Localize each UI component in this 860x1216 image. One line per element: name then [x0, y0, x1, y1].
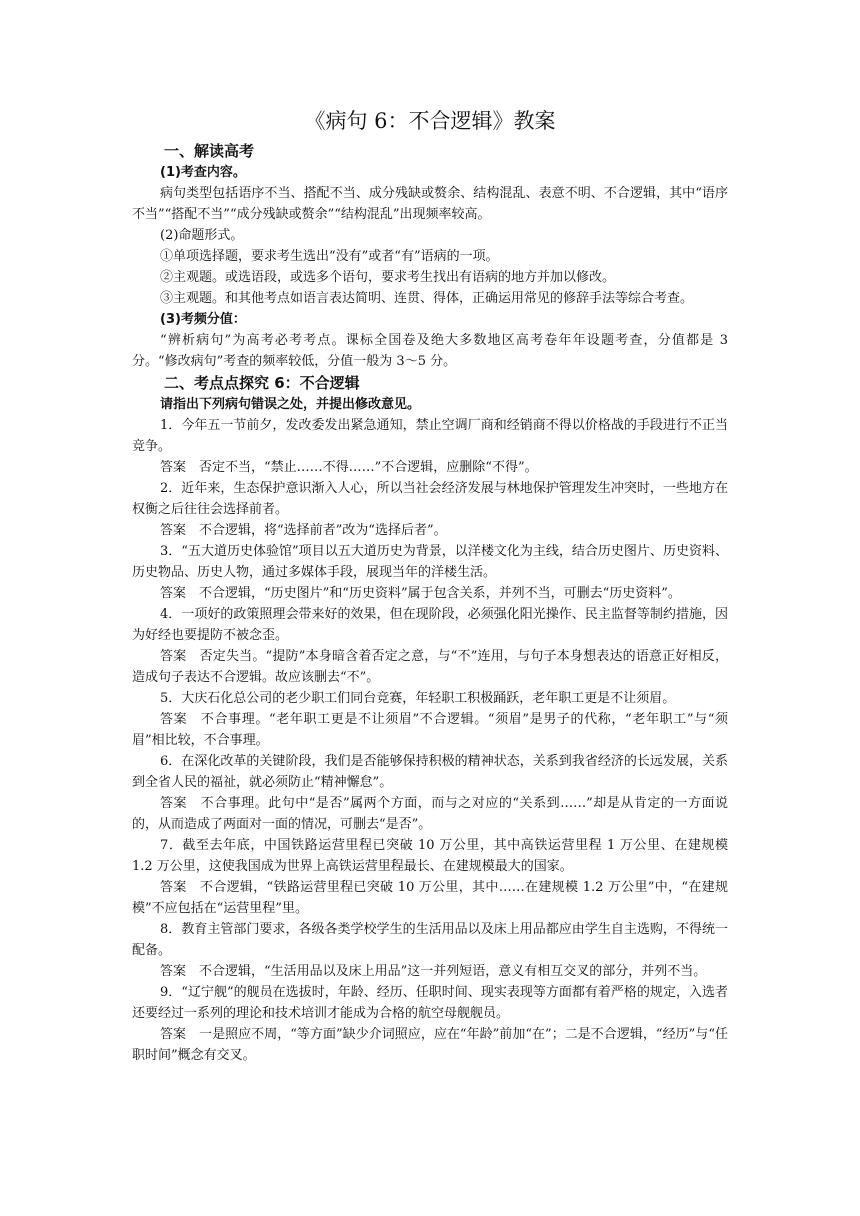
question-7: 7．截至去年底，中国铁路运营里程已突破 10 万公里，其中高铁运营里程 1 万公里、在建规模 1.2 万公里，这使我国成为世界上高铁运营里程最长、在建规模最大的国家。: [132, 838, 728, 874]
subheading-format: (2)命题形式。: [160, 228, 244, 243]
question-5: 5．大庆石化总公司的老少职工们同台竞赛，年轻职工积极踊跃，老年职工更是不让须眉。: [160, 691, 676, 706]
format-item-1: ①单项选择题，要求考生选出“没有”或者“有”语病的一项。: [160, 249, 499, 264]
answer-1: 答案 否定不当，“禁止……不得……”不合逻辑，应删除“不得”。: [160, 460, 538, 475]
question-3: 3．“五大道历史体验馆”项目以五大道历史为背景，以洋楼文化为主线，结合历史图片、历史资料、历史物品、历史人物，通过多媒体手段，展现当年的洋楼生活。: [132, 544, 728, 580]
document-page: [132, 106, 728, 1066]
answer-3: 答案 不合逻辑，“历史图片”和“历史资料”属于包含关系，并列不当，可删去“历史资料”。: [160, 586, 681, 601]
subheading-frequency: (3)考频分值：: [160, 312, 246, 327]
answer-6: 答案 不合事理。此句中“是否”属两个方面，而与之对应的“关系到……”却是从肯定的一方面说的，从而造成了两面对一面的情况，可删去“是否”。: [132, 796, 728, 832]
answer-7: 答案 不合逻辑，“铁路运营里程已突破 10 万公里，其中……在建规模 1.2 万公里”中，“在建规模”不应包括在“运营里程”里。: [132, 880, 728, 916]
instruction: 请指出下列病句错误之处，并提出修改意见。: [160, 397, 421, 412]
document-title: 《病句 6：不合逻辑》教案: [304, 109, 556, 133]
format-item-3: ③主观题。和其他考点如语言表达简明、连贯、得体，正确运用常见的修辞手法等综合考查。: [160, 291, 694, 306]
format-item-2: ②主观题。或选语段，或选多个语句，要求考生找出有语病的地方并加以修改。: [160, 270, 616, 285]
question-6: 6．在深化改革的关键阶段，我们是否能够保持积极的精神状态，关系到我省经济的长远发展，关系到全省人民的福祉，就必须防止“精神懈怠”。: [132, 754, 728, 790]
question-9: 9．“辽宁舰”的舰员在选拔时，年龄、经历、任职时间、现实表现等方面都有着严格的规定，入选者还要经过一系列的理论和技术培训才能成为合格的航空母舰舰员。: [132, 985, 728, 1021]
question-8: 8．教育主管部门要求，各级各类学校学生的生活用品以及床上用品都应由学生自主选购，不得统一配备。: [132, 922, 728, 958]
answer-9: 答案 一是照应不周，“等方面”缺少介词照应，应在“年龄”前加“在”；二是不合逻辑，“经历”与“任职时间”概念有交叉。: [132, 1027, 728, 1063]
paragraph-frequency: “辨析病句”为高考必考考点。课标全国卷及绝大多数地区高考卷年年设题考查，分值都是 3 分。“修改病句”考查的频率较低，分值一般为 3～5 分。: [132, 333, 728, 369]
answer-2: 答案 不合逻辑，将“选择前者”改为“选择后者”。: [160, 523, 447, 538]
subheading-content: (1)考查内容。: [160, 165, 246, 180]
question-2: 2．近年来，生态保护意识渐入人心，所以当社会经济发展与林地保护管理发生冲突时，一些地方在权衡之后往往会选择前者。: [132, 481, 728, 517]
question-1: 1．今年五一节前夕，发改委发出紧急通知，禁止空调厂商和经销商不得以价格战的手段进行不正当竞争。: [132, 418, 728, 454]
answer-8: 答案 不合逻辑，“生活用品以及床上用品”这一并列短语，意义有相互交叉的部分，并列不当。: [160, 964, 707, 979]
paragraph-content: 病句类型包括语序不当、搭配不当、成分残缺或赘余、结构混乱、表意不明、不合逻辑，其中“语序不当”“搭配不当”“成分残缺或赘余”“结构混乱”出现频率较高。: [132, 186, 728, 222]
section-heading-2: 二、考点点探究 6：不合逻辑: [164, 374, 360, 392]
question-4: 4．一项好的政策照理会带来好的效果，但在现阶段，必须强化阳光操作、民主监督等制约措施，因为好经也要提防不被念歪。: [132, 607, 728, 643]
answer-4: 答案 否定失当。“提防”本身暗含着否定之意，与“不”连用，与句子本身想表达的语意正好相反，造成句子表达不合逻辑。故应该删去“不”。: [132, 649, 728, 685]
section-heading-1: 一、解读高考: [164, 142, 255, 160]
answer-5: 答案 不合事理。“老年职工更是不让须眉”不合逻辑。“须眉”是男子的代称，“老年职工”与“须眉”相比较，不合事理。: [132, 712, 728, 748]
